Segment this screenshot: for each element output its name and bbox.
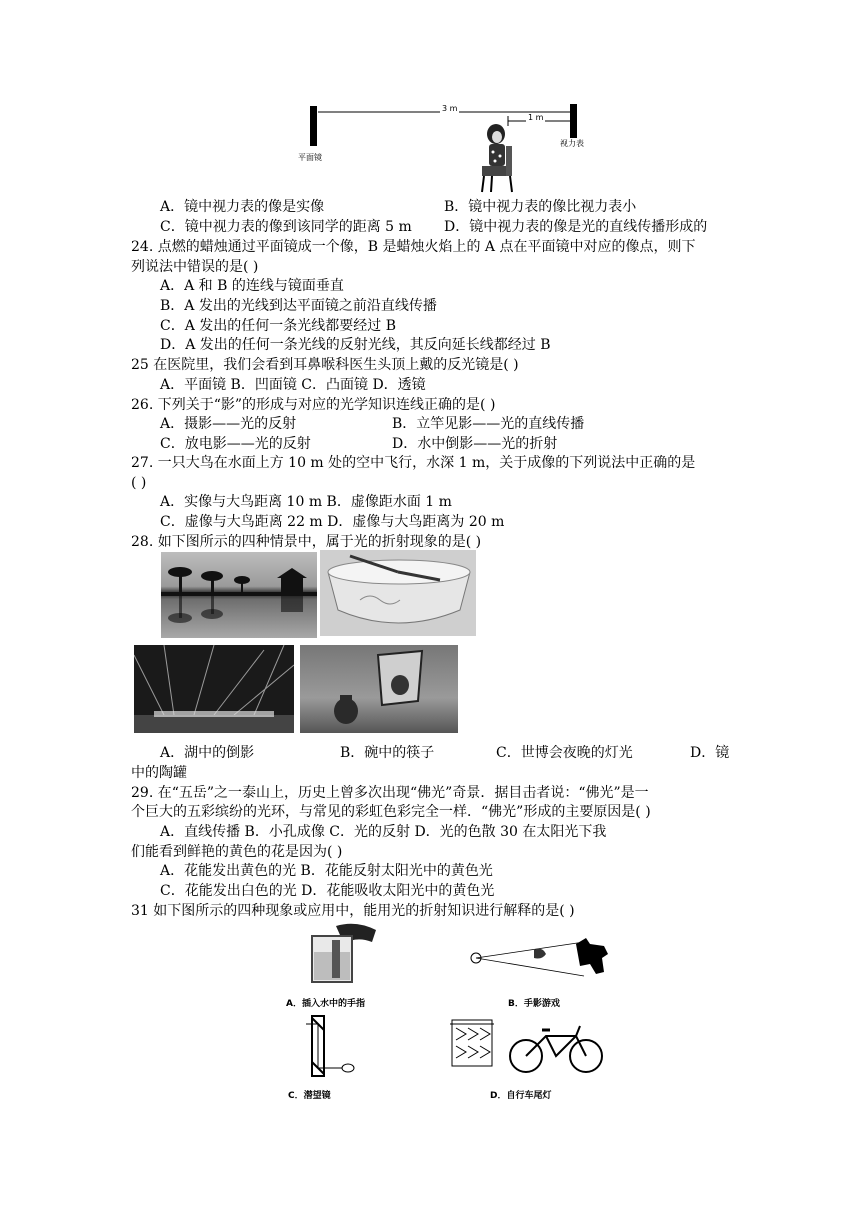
- bowl-chopsticks-photo: [320, 550, 476, 636]
- mirror-pot-photo: [300, 645, 458, 733]
- chart-label: 视力表: [560, 139, 584, 148]
- q26-option-a: A．摄影——光的反射: [160, 416, 297, 432]
- q28-option-a: A．湖中的倒影: [160, 745, 255, 761]
- q31-caption-d: D．自行车尾灯: [490, 1091, 552, 1101]
- periscope-figure: [306, 1014, 362, 1080]
- q27-options-cd: C．虚像与大鸟距离 22 m D．虚像与大鸟距离为 20 m: [160, 514, 505, 530]
- shadow-play-figure: [464, 936, 612, 978]
- eye-chart-mirror-figure: [296, 100, 596, 196]
- lake-reflection-photo: [161, 552, 317, 638]
- q28-option-c: C．世博会夜晚的灯光: [496, 745, 633, 761]
- q26-option-d: D．水中倒影——光的折射: [392, 436, 558, 452]
- q24-option-c: C．A 发出的任何一条光线都要经过 B: [160, 318, 397, 334]
- q29-line-2: 个巨大的五彩缤纷的光环，与常见的彩虹色彩完全一样．“佛光”形成的主要原因是( ): [131, 804, 651, 820]
- mirror-bar: [310, 106, 317, 146]
- q27-stem-2: ( ): [131, 475, 147, 491]
- q24-stem-1: 24. 点燃的蜡烛通过平面镜成一个像，B 是蜡烛火焰上的 A 点在平面镜中对应的像点，则下: [131, 239, 696, 255]
- dist-label-1m: 1 m: [528, 113, 544, 122]
- student-icon: [482, 124, 512, 192]
- q31-stem: 31 如下图所示的四种现象或应用中，能用光的折射知识进行解释的是( ): [131, 903, 575, 919]
- bicycle-tail-light-figure: [450, 1016, 610, 1076]
- q28-option-b: B．碗中的筷子: [340, 745, 435, 761]
- q26-option-c: C．放电影——光的反射: [160, 436, 311, 452]
- q24-option-d: D．A 发出的任何一条光线的反射光线，其反向延长线都经过 B: [160, 337, 551, 353]
- q28-option-d-part1: D．镜: [690, 745, 730, 761]
- finger-in-water-figure: [306, 922, 382, 988]
- q26-stem: 26. 下列关于“影”的形成与对应的光学知识连线正确的是( ): [131, 397, 496, 413]
- expo-night-lights-photo: [134, 645, 294, 733]
- q31-caption-c: C．潜望镜: [288, 1091, 331, 1101]
- q28-option-d-part2: 中的陶罐: [131, 765, 187, 781]
- q31-caption-a: A．插入水中的手指: [286, 999, 365, 1009]
- dist-label-3m: 3 m: [442, 104, 458, 113]
- q27-stem-1: 27. 一只大鸟在水面上方 10 m 处的空中飞行，水深 1 m，关于成像的下列说法中正确的是: [131, 455, 696, 471]
- q29-line-1: 29. 在“五岳”之一泰山上，历史上曾多次出现“佛光”奇景．据目击者说：“佛光”是一: [131, 785, 649, 801]
- chart-bar: [570, 104, 577, 138]
- mirror-label: 平面镜: [298, 153, 322, 162]
- q25-options: A．平面镜 B．凹面镜 C．凸面镜 D．透镜: [160, 377, 426, 393]
- q30-options-cd: C．花能发出白色的光 D．花能吸收太阳光中的黄色光: [160, 883, 495, 899]
- q29-line-3: A．直线传播 B．小孔成像 C．光的反射 D．光的色散 30 在太阳光下我: [160, 824, 607, 840]
- q24-option-a: A．A 和 B 的连线与镜面垂直: [160, 278, 344, 294]
- q23-option-b: B．镜中视力表的像比视力表小: [444, 199, 637, 215]
- q28-stem: 28. 如下图所示的四种情景中，属于光的折射现象的是( ): [131, 534, 482, 550]
- q29-line-4: 们能看到鲜艳的黄色的花是因为( ): [131, 844, 343, 860]
- q27-options-ab: A．实像与大鸟距离 10 m B．虚像距水面 1 m: [160, 494, 452, 510]
- q25-stem: 25 在医院里，我们会看到耳鼻喉科医生头顶上戴的反光镜是( ): [131, 357, 519, 373]
- q24-stem-2: 列说法中错误的是( ): [131, 259, 259, 275]
- q24-option-b: B．A 发出的光线到达平面镜之前沿直线传播: [160, 298, 437, 314]
- q23-option-a: A．镜中视力表的像是实像: [160, 199, 325, 215]
- q30-options-ab: A．花能发出黄色的光 B．花能反射太阳光中的黄色光: [160, 863, 493, 879]
- q26-option-b: B．立竿见影——光的直线传播: [392, 416, 585, 432]
- q23-option-c: C．镜中视力表的像到该同学的距离 5 m: [160, 219, 412, 235]
- q23-option-d: D．镜中视力表的像是光的直线传播形成的: [444, 219, 708, 235]
- q31-caption-b: B．手影游戏: [508, 999, 560, 1009]
